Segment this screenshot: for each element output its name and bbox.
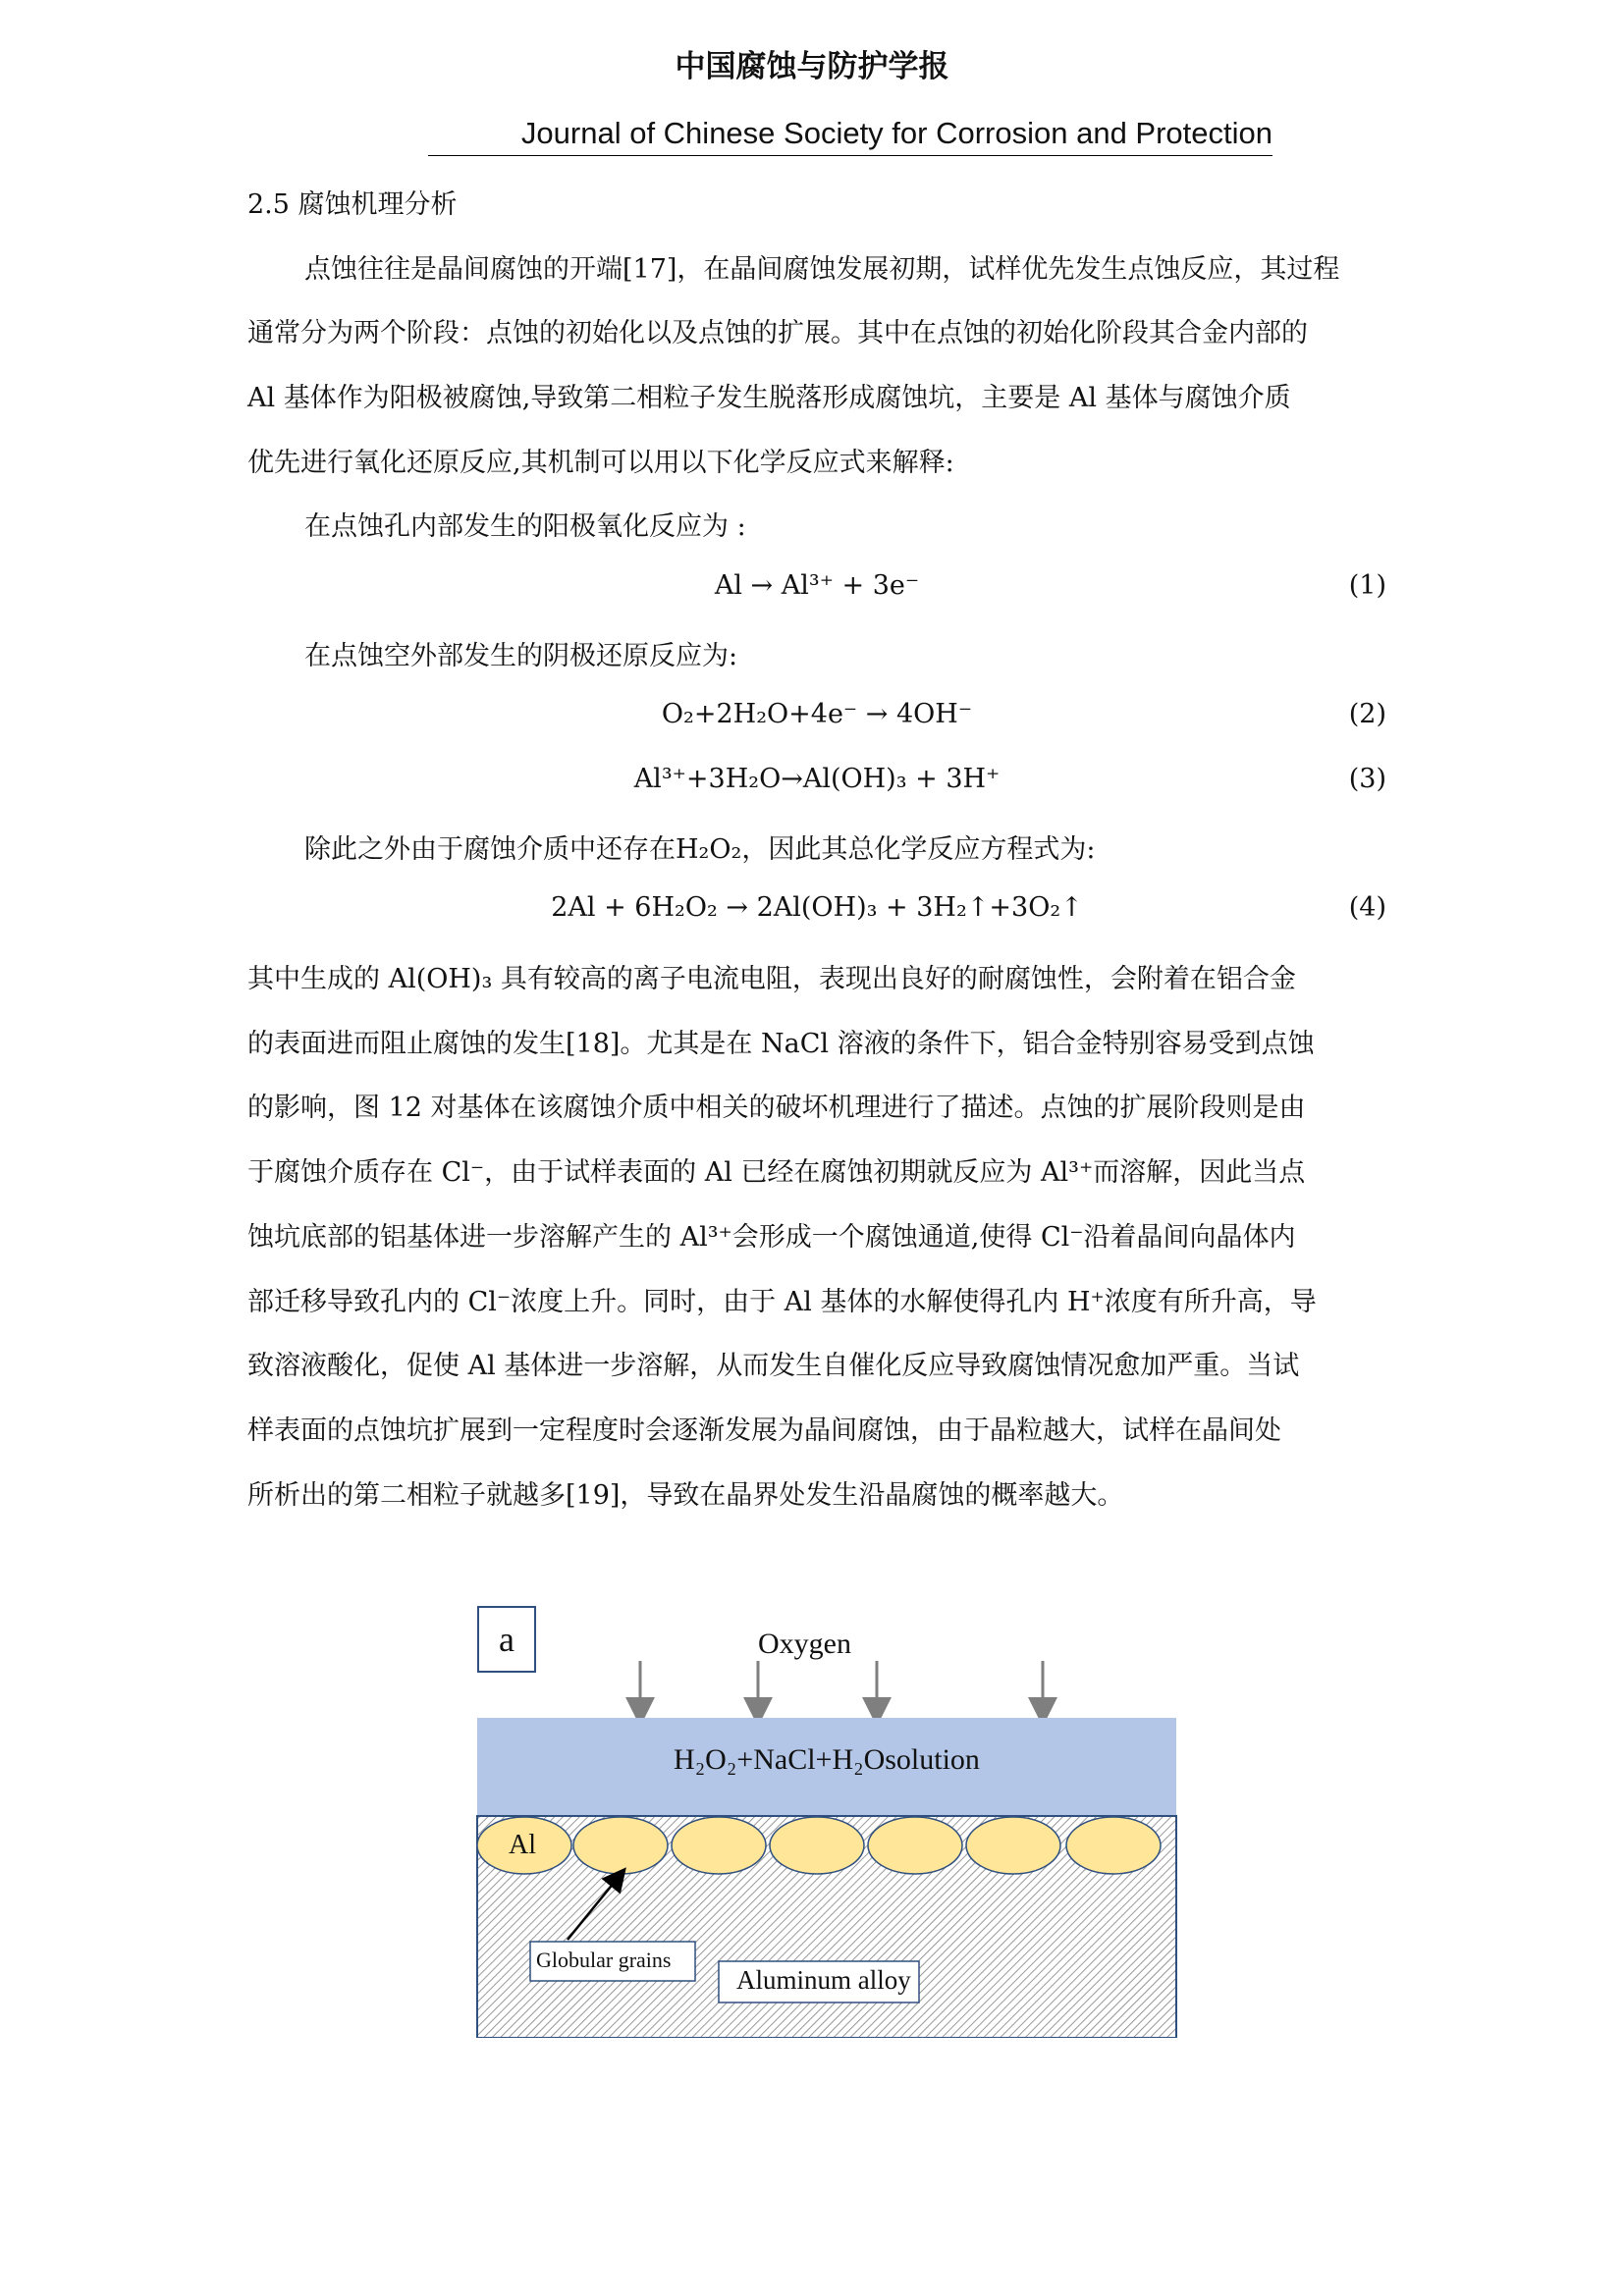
grain-3 xyxy=(672,1817,766,1874)
panel-label: a xyxy=(477,1606,536,1673)
cathodic-intro: 在点蚀空外部发生的阴极还原反应为: xyxy=(304,641,738,671)
al-label: Al xyxy=(509,1830,536,1860)
alloy-label: Aluminum alloy xyxy=(736,1965,911,1995)
anodic-intro: 在点蚀孔内部发生的阳极氧化反应为 : xyxy=(304,511,746,542)
total-intro: 除此之外由于腐蚀介质中还存在H₂O₂，因此其总化学反应方程式为: xyxy=(304,834,1096,865)
equation-1: Al → Al³⁺ + 3e⁻ xyxy=(714,570,920,601)
body-line-1: 其中生成的 Al(OH)₃ 具有较高的离子电流电阻，表现出良好的耐腐蚀性，会附着在铝合金 xyxy=(247,964,1296,994)
equation-2: O₂+2H₂O+4e⁻ → 4OH⁻ xyxy=(661,699,973,729)
intro-line-1: 点蚀往往是晶间腐蚀的开端[17]，在晶间腐蚀发展初期，试样优先发生点蚀反应，其过程 xyxy=(304,254,1340,285)
equation-1-number: (1) xyxy=(1348,570,1386,601)
body-line-7: 致溶液酸化，促使 Al 基体进一步溶解，从而发生自催化反应导致腐蚀情况愈加严重。当试 xyxy=(247,1351,1300,1381)
grain-2 xyxy=(573,1817,668,1874)
grain-7 xyxy=(1066,1817,1161,1874)
journal-title-en: Journal of Chinese Society for Corrosion and Protection xyxy=(428,116,1272,156)
corrosion-mechanism-figure xyxy=(473,1606,1180,2038)
grain-5 xyxy=(868,1817,962,1874)
section-heading: 2.5 腐蚀机理分析 xyxy=(247,189,458,220)
intro-line-2: 通常分为两个阶段：点蚀的初始化以及点蚀的扩展。其中在点蚀的初始化阶段其合金内部的 xyxy=(247,318,1308,348)
equation-4: 2Al + 6H₂O₂ → 2Al(OH)₃ + 3H₂↑+3O₂↑ xyxy=(551,892,1083,923)
oxygen-label: Oxygen xyxy=(758,1628,851,1660)
equation-2-number: (2) xyxy=(1348,699,1386,729)
grain-4 xyxy=(770,1817,864,1874)
body-line-3: 的影响，图 12 对基体在该腐蚀介质中相关的破坏机理进行了描述。点蚀的扩展阶段则是由 xyxy=(247,1093,1306,1123)
grains-label: Globular grains xyxy=(536,1948,672,1972)
body-line-5: 蚀坑底部的铝基体进一步溶解产生的 Al³⁺会形成一个腐蚀通道,使得 Cl⁻沿着晶间向晶体内 xyxy=(247,1222,1296,1253)
body-line-8: 样表面的点蚀坑扩展到一定程度时会逐渐发展为晶间腐蚀，由于晶粒越大，试样在晶间处 xyxy=(247,1415,1281,1446)
body-line-6: 部迁移导致孔内的 Cl⁻浓度上升。同时，由于 Al 基体的水解使得孔内 H⁺浓度有所升高，导 xyxy=(247,1287,1317,1317)
journal-title-cn: 中国腐蚀与防护学报 xyxy=(675,49,949,84)
solution-label: H₂O₂+NaCl+H₂Osolution xyxy=(674,1743,980,1776)
intro-line-3: Al 基体作为阳极被腐蚀,导致第二相粒子发生脱落形成腐蚀坑，主要是 Al 基体与腐蚀介质 xyxy=(247,383,1291,413)
equation-3: Al³⁺+3H₂O→Al(OH)₃ + 3H⁺ xyxy=(633,764,1001,794)
intro-line-4: 优先进行氧化还原反应,其机制可以用以下化学反应式来解释: xyxy=(247,448,954,478)
equation-3-number: (3) xyxy=(1348,764,1386,794)
body-line-4: 于腐蚀介质存在 Cl⁻，由于试样表面的 Al 已经在腐蚀初期就反应为 Al³⁺而溶解，因此当点 xyxy=(247,1157,1306,1188)
equation-4-number: (4) xyxy=(1348,892,1386,923)
grain-6 xyxy=(966,1817,1060,1874)
body-line-9: 所析出的第二相粒子就越多[19]，导致在晶界处发生沿晶腐蚀的概率越大。 xyxy=(247,1480,1124,1511)
body-line-2: 的表面进而阻止腐蚀的发生[18]。尤其是在 NaCl 溶液的条件下，铝合金特别容易受到点蚀 xyxy=(247,1029,1315,1059)
